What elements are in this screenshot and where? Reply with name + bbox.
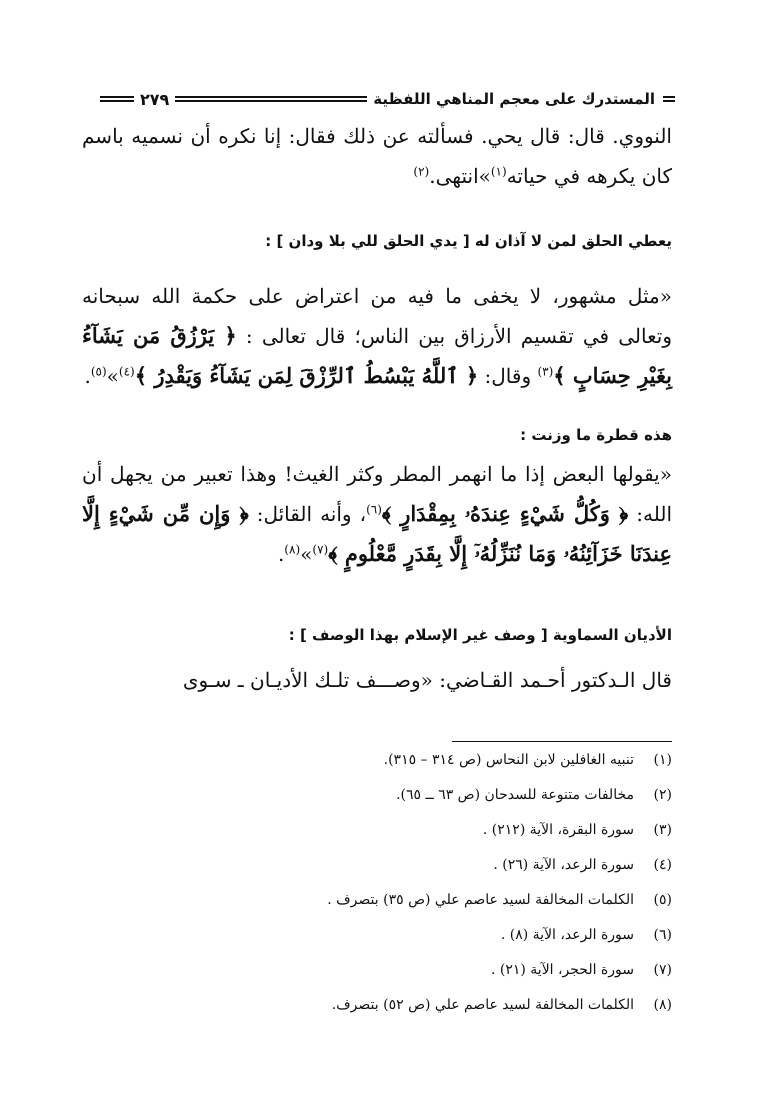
footnote-ref: (٦) — [366, 502, 382, 517]
footnote-text: سورة الرعد، الآية (٨) . — [500, 927, 634, 943]
footnote-ref: (٢) — [413, 164, 430, 179]
paragraph-text: وقال: — [478, 364, 538, 388]
quran-verse: ﴿ وَإِن مِّن شَيْءٍ إِلَّا عِندَنَا خَزَآئِنُهُۥ وَمَا نُنَزِّلُهُۥٓ إِلَّا بِقَدَرٍ مَّعْلُومٍ ﴾ — [82, 501, 672, 566]
footnote-text: مخالفات متنوعة للسدحان (ص ٦٣ ــ ٦٥). — [396, 787, 634, 803]
quran-verse: ﴿ ٱللَّهُ يَبْسُطُ ٱلرِّزْقَ لِمَن يَشَآءُ وَيَقْدِرُ ﴾ — [134, 363, 479, 388]
footnotes-list — [82, 752, 672, 1032]
footnote-ref: (٤) — [118, 364, 135, 379]
entry-heading: يعطي الحلق لمن لا آذان له [ يدي الحلق للي بلا ودان ] : — [265, 232, 672, 250]
footnote-text: تنبيه الغافلين لابن النحاس (ص ٣١٤ – ٣١٥). — [383, 752, 634, 768]
footnote-number: (٤) — [653, 857, 672, 873]
footnote-text: الكلمات المخالفة لسيد عاصم علي (ص ٣٥) بتصرف . — [327, 892, 634, 908]
header-rule-end — [100, 96, 134, 102]
running-header-title: المستدرك على معجم المناهي اللفظية — [373, 90, 655, 108]
footnote-ref: (٥) — [90, 364, 107, 379]
paragraph-text: . — [277, 542, 285, 566]
footnote-separator — [452, 741, 672, 742]
footnote-number: (٣) — [653, 822, 672, 838]
paragraph-religions: قال الـدكتور أحـمد القـاضي: «وصـــف تلـك الأديـان ـ سـوى — [182, 668, 672, 692]
footnote-number: (١) — [653, 752, 672, 768]
paragraph-text: «مثل مشهور، لا يخفى ما فيه من اعتراض على حكمة الله سبحانه وتعالى في تقسيم الأرزاق بين الناس؛ قال تعالى : — [82, 284, 672, 348]
footnote-text: سورة الرعد، الآية (٢٦) . — [493, 857, 634, 873]
footnote-text: سورة البقرة، الآية (٢١٢) . — [482, 822, 634, 838]
paragraph-text: . — [84, 364, 91, 388]
entry-heading: هذه قطرة ما وزنت : — [520, 426, 672, 444]
paragraph-rizq — [82, 276, 672, 396]
footnote-text: سورة الحجر، الآية (٢١) . — [490, 962, 634, 978]
quran-verse: ﴿ وَكُلُّ شَيْءٍ عِندَهُۥ بِمِقْدَارٍ ﴾ — [381, 501, 629, 526]
footnote-number: (٨) — [653, 997, 672, 1013]
footnote-item — [82, 752, 672, 787]
footnote-text: الكلمات المخالفة لسيد عاصم علي (ص ٥٢) بتصرف. — [331, 997, 634, 1013]
footnote-item — [82, 927, 672, 962]
paragraph-text: » — [106, 364, 119, 388]
footnote-number: (٧) — [653, 962, 672, 978]
footnote-item — [82, 997, 672, 1032]
paragraph-text: «يقولها البعض إذا ما انهمر المطر وكثر الغيث! وهذا تعبير من يجهل أن الله: — [82, 462, 673, 526]
footnote-item — [82, 822, 672, 857]
footnote-item — [82, 962, 672, 997]
header-rule-middle — [175, 96, 367, 102]
paragraph-text: »انتهى. — [429, 164, 491, 188]
footnote-item — [82, 787, 672, 822]
paragraph-nawawi — [82, 116, 672, 196]
page-number: ٢٧٩ — [140, 89, 170, 109]
paragraph-rain — [82, 454, 672, 574]
paragraph-text: ، وأنه القائل: — [248, 502, 367, 526]
footnote-number: (٥) — [653, 892, 672, 908]
footnote-ref: (٣) — [537, 364, 554, 379]
footnote-ref: (٧) — [312, 542, 329, 557]
quran-verse: ﴿ يَرْزُقُ مَن يَشَآءُ بِغَيْرِ حِسَابٍ ﴾ — [82, 323, 672, 388]
footnote-ref: (٨) — [284, 542, 301, 557]
header-rule-start — [663, 96, 675, 102]
running-header — [100, 84, 675, 114]
footnote-item — [82, 892, 672, 927]
entry-heading: الأديان السماوية [ وصف غير الإسلام بهذا الوصف ] : — [288, 626, 672, 644]
paragraph-text: النووي. قال: قال يحي. فسألته عن ذلك فقال: إنا نكره أن نسميه باسم كان يكرهه في حياته — [82, 124, 672, 188]
footnote-item — [82, 857, 672, 892]
paragraph-text: » — [300, 542, 313, 566]
footnote-ref: (١) — [490, 164, 507, 179]
footnote-number: (٢) — [653, 787, 672, 803]
footnote-number: (٦) — [653, 927, 672, 943]
